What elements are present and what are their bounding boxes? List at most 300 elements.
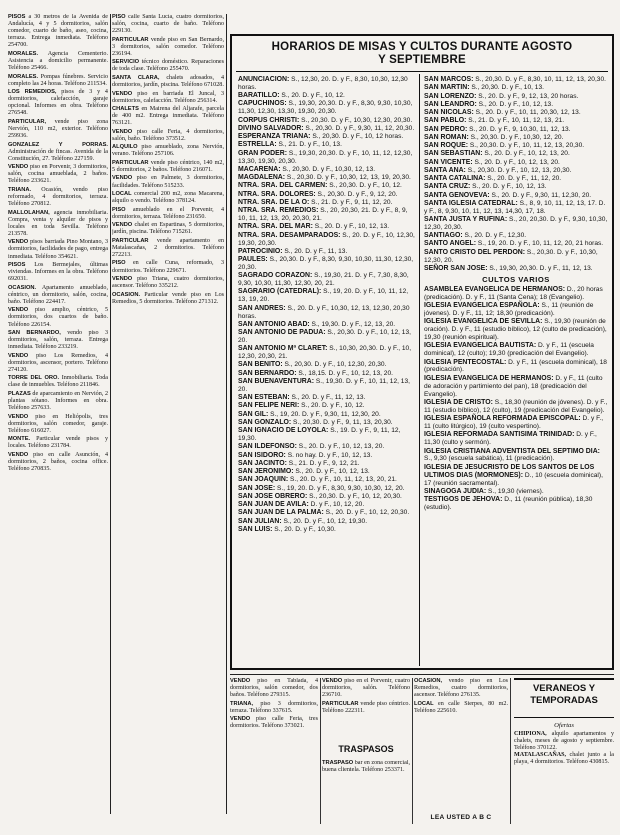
classified-ad-text: agencia inmobiliaria. Compra, venta y alquiler de pisos y locales en toda Sevilla. Teléfono 213578. xyxy=(8,209,108,237)
church-name: SANTO ANGEL: xyxy=(424,240,477,248)
schedule-times: D., 20 horas (predicación). D. y F., 11 (Santa Cena); 18 (Evangelio). xyxy=(424,285,603,301)
church-name: ESPERANZA TRIANA: xyxy=(238,133,311,141)
schedule-times: S., 20. D. y F., 10, 12, 13. xyxy=(470,183,547,191)
classified-ad-head: VENDO xyxy=(112,90,133,97)
schedule-entry xyxy=(424,192,608,200)
church-name: SAN ISIDORO: xyxy=(238,451,286,459)
classifieds-column-2 xyxy=(112,14,224,814)
schedule-times: S., 19, 20. D. y F., 9,30, 11, 12,30, 20. xyxy=(268,410,381,418)
church-name: SAN ANDRES: xyxy=(238,304,286,312)
classified-ad xyxy=(514,752,614,766)
schedule-times: S., 20,30. D. y F., 10, 12, 13, 20,30. xyxy=(465,166,572,174)
classified-ad-head: VENDO xyxy=(112,128,133,135)
schedule-entry xyxy=(238,248,416,256)
classified-ad-head: VENDO xyxy=(112,222,133,229)
schedule-times: S., 20. D. y F., 10, 12. xyxy=(279,92,345,100)
classified-ad-text: alquilo apartamentos y chalets, meses de agosto y septiembre. Teléfono 370122. xyxy=(514,731,614,752)
classified-ad-text: vende piso zona Nervión, 110 m2, exterior. Teléfono 259936. xyxy=(8,118,108,140)
classified-ad xyxy=(8,330,108,351)
classified-ad-text: chalet junto a la playa, 4 dormitorios. Teléfono 430815. xyxy=(514,752,614,766)
classified-ad-head: LOS REMEDIOS, xyxy=(8,89,57,96)
classified-ad-text: piso en Palmete, 3 dormitorios, facilidades. Teléfono 515233. xyxy=(112,175,224,189)
classified-ad-text: piso amueblado, zona Nervión, verano. Teléfono 257106. xyxy=(112,144,224,158)
schedule-entry xyxy=(424,109,608,117)
classified-ad-head: MORALES. xyxy=(8,73,39,80)
classified-ad xyxy=(8,307,108,328)
schedule-entry xyxy=(238,485,416,493)
schedule-entry xyxy=(424,464,608,488)
classified-ad xyxy=(8,14,108,49)
classified-ad-text: Pompas fúnebres. Servicio completo las 24 horas. Teléfono 211534. xyxy=(8,73,108,87)
schedule-times: S., 12,30, 20. D. y F., 8,30, 10,30, 12,30 horas. xyxy=(238,76,408,91)
schedule-entry xyxy=(424,302,608,318)
church-name: SANTA GENOVEVA: xyxy=(424,191,490,199)
schedule-entry xyxy=(424,375,608,399)
church-name: SAN JULIAN: xyxy=(238,517,282,525)
classifieds-column-1 xyxy=(8,14,108,814)
classified-ad-head: LOCAL xyxy=(112,191,132,198)
classified-ad xyxy=(112,75,224,89)
classified-ad-text: piso Triana, cuatro dormitorios, ascensor. Teléfono 335212. xyxy=(112,276,224,290)
schedule-entry xyxy=(424,93,608,101)
classified-ad-text: bar en zona comercial, buena clientela. Teléfono 253371. xyxy=(322,760,410,774)
schedule-times: S., 20. D. y F., 10, 12, 19,30. xyxy=(281,517,368,525)
schedule-times: S., 20. D. y F., 10, 12, 13. xyxy=(312,223,390,231)
classified-ad-text: pisos barriada Pino Montano, 3 dormitorios, facilidades de pago, entrega inmediata. Teléfono 354621. xyxy=(8,239,108,260)
schedule-entry xyxy=(238,394,416,402)
church-name: CORPUS CHRISTI: xyxy=(238,116,300,124)
church-name: SANTA IGLESIA CATEDRAL: xyxy=(424,199,518,207)
schedule-entry xyxy=(238,199,416,207)
schedule-entry xyxy=(424,232,608,240)
classified-ad xyxy=(8,210,108,238)
classified-ad xyxy=(8,89,108,117)
church-name: SAN JOAQUIN: xyxy=(238,476,289,484)
church-name: SAN JERONIMO: xyxy=(238,468,294,476)
schedule-times: S., 19,30 (viernes). xyxy=(486,487,544,495)
classified-ad xyxy=(112,106,224,127)
church-name: SAN LUIS: xyxy=(238,525,273,533)
church-name: ANUNCIACION: xyxy=(238,76,290,83)
classified-ad-text: vendo piso en Los Remedios, cuatro dormitorios, ascensor. Teléfono 276135. xyxy=(414,678,508,699)
schedule-times: S., 20,30. D. y F., 10, 12,30, 20,30. xyxy=(282,361,387,369)
bottom-classifieds-3 xyxy=(414,678,508,810)
classified-ad-head: MALLOLAHAN, xyxy=(8,209,50,216)
classified-ad-text: piso calle Feria, 4 dormitorios, salón, baño. Teléfono 373512. xyxy=(112,128,224,142)
classified-ad xyxy=(514,731,614,752)
schedule-times: S., 19,30, 20,30. D. y F., 10, 11, 12, 12,30, 13,30, 19,30, 20,30. xyxy=(238,149,413,165)
classified-ad xyxy=(8,119,108,140)
classified-ad xyxy=(8,51,108,72)
church-name: SAN ANTONIO ABAD: xyxy=(238,320,310,328)
schedule-entry xyxy=(238,141,416,149)
classified-ad-text: piso en barriada El Juncal, 3 dormitorios, calefacción. Teléfono 256314. xyxy=(112,90,224,104)
classified-ad-head: PISO xyxy=(112,260,126,267)
schedule-times: D. y F., 10, 12, 20. xyxy=(308,501,365,509)
church-name: NTRA. SRA. DEL CARMEN: xyxy=(238,182,328,190)
classified-ad xyxy=(8,187,108,208)
schedule-entry xyxy=(424,167,608,175)
church-name: IGLESIA ESPAÑOLA REFORMADA EPISCOPAL: xyxy=(424,415,581,423)
schedule-entry xyxy=(238,468,416,476)
classified-ad-head: SERVICIO xyxy=(112,59,140,66)
church-name: SANTA JUSTA Y RUFINA: xyxy=(424,215,508,223)
church-name: MACARENA: xyxy=(238,165,281,173)
classified-ad-head: PISO xyxy=(112,206,126,213)
classified-ad-text: amueblado en el Porvenir, 4 dormitorios, terraza. Teléfono 231650. xyxy=(112,206,224,220)
classified-ad xyxy=(8,239,108,260)
classified-ad-head: TRIANA. xyxy=(8,186,32,193)
schedule-entry xyxy=(424,240,608,248)
schedule-entry xyxy=(424,415,608,431)
schedule-times: S., 20. D. y F., 11, 13. xyxy=(282,247,348,255)
classified-ad-text: Ocasión, vendo piso reformado, 4 dormitorios, terraza. Teléfono 270812. xyxy=(8,186,108,208)
classified-ad-text: Apartamento amueblado, céntrico, un dormitorio, salón, cocina, baño. Teléfono 224417. xyxy=(8,284,108,305)
classified-ad xyxy=(112,222,224,236)
church-name: SAN LORENZO: xyxy=(424,92,477,100)
church-name: SANTA CRUZ: xyxy=(424,183,471,191)
classified-ad xyxy=(112,144,224,158)
church-name: SINAGOGA JUDIA: xyxy=(424,487,487,495)
church-name: IGLESIA EVANGELICA ESPAÑOLA: xyxy=(424,301,540,309)
schedule-entry xyxy=(238,191,416,199)
classified-ad xyxy=(8,164,108,185)
church-name: SAN ROQUE: xyxy=(424,142,469,149)
schedule-times: S., 20. D. y F., 9, 12, 13, 20 horas. xyxy=(476,92,579,100)
church-name: IGLESIA DE CRISTO: xyxy=(424,398,493,406)
church-name: SAN GONZALO: xyxy=(238,418,292,426)
schedule-times: S., 21. D. y F., 10, 11, 12, 13, 21. xyxy=(466,117,565,125)
classified-ad-head: TORRE DEL ORO. xyxy=(8,375,60,382)
schedule-entry xyxy=(238,460,416,468)
classified-ad-text: pisos de 3 y 4 dormitorios, calefacción, garaje opcional. Informes en obra. Teléfono 276548. xyxy=(8,89,108,117)
veraneos-heading-box xyxy=(514,678,614,718)
schedule-times: S., 20. D. y F., 10, 12, 13. xyxy=(476,100,554,108)
classified-ad-head: ALQUILO xyxy=(112,144,138,151)
classified-ad xyxy=(8,285,108,306)
schedule-times: S., 19,30. D. y F., 12, 13, 20. xyxy=(309,320,396,328)
church-name: SAN JUAN DE AVILA: xyxy=(238,501,309,509)
schedule-times: S., 18,30 (reunión de jóvenes). D. y F., 11 (estudio bíblico), 12 (culto), 19 (predicación del Evangelio). xyxy=(424,398,608,414)
veraneos-list xyxy=(514,731,614,766)
schedule-entry xyxy=(424,318,608,342)
schedule-entry xyxy=(424,265,608,273)
church-name: GRAN PODER: xyxy=(238,149,288,157)
schedule-entry xyxy=(238,493,416,501)
schedule-times: S., 9,30 (escuela sabática), 11 (predicación). xyxy=(424,455,555,463)
church-name: IGLESIA DE JESUCRISTO DE LOS SANTOS DE LOS ULTIMOS DIAS (MORMONES): xyxy=(424,463,595,479)
schedule-entry xyxy=(424,101,608,109)
schedule-times: S., 19. D. y F., 9, 11, 12, 19,30. xyxy=(238,427,401,443)
schedule-times: S., 20. D. y F., 11, 12, 13. xyxy=(289,394,366,402)
veraneos-title-line-2: TEMPORADAS xyxy=(530,694,598,706)
column-rule xyxy=(510,678,511,824)
schedule-entry xyxy=(238,232,416,248)
classified-ad-text: vendo piso 3 dormitorios, salón, terraza. Entrega inmediata. Teléfono 233219. xyxy=(8,330,108,351)
church-name: NTRA. SRA. DEL MAR: xyxy=(238,223,313,231)
schedule-times: S., 8, 9, 10, 11, 12, 13, 17. D. y F., 8, 9,30, 10, 11, 12, 13, 14,30, 17, 18. xyxy=(424,199,606,215)
church-name: IGLESIA EVANGELICA DE HERMANOS: xyxy=(424,374,554,382)
schedule-entry xyxy=(424,342,608,358)
traspasos-list xyxy=(322,760,410,826)
classified-ad-head: GONZALEZ Y PORRAS. xyxy=(8,141,108,148)
church-name: SANTIAGO: xyxy=(424,232,463,240)
classified-ad-head: VENDO xyxy=(322,678,343,684)
classified-ad-text: vende apartamento en Matalascañas, 2 dormitorios. Teléfono 272213. xyxy=(112,237,224,258)
schedule-times: S., 20,30. D. y F., 9, 12, 20. xyxy=(315,190,398,198)
classified-ad xyxy=(112,14,224,35)
classified-ad xyxy=(112,238,224,259)
classified-ad-text: vende piso en San Bernardo, 3 dormitorios, salón comedor. Teléfono 236194. xyxy=(112,36,224,57)
schedule-times: S., 21. D. y F., 9, 11, 12, 20. xyxy=(309,198,393,206)
schedule-entry xyxy=(424,286,608,302)
classified-ad xyxy=(8,436,108,450)
classified-ad-head: MORALES. xyxy=(8,50,39,57)
church-name: TESTIGOS DE JEHOVA: xyxy=(424,496,503,504)
classified-ad-head: OCASION. xyxy=(112,291,141,298)
schedule-entry xyxy=(424,117,608,125)
schedule-times: D., 10 (escuela dominical), 17 (reunión sacramental). xyxy=(424,471,603,487)
schedule-times: D. y F., 11 (culto de adoración y partimiento del pan), 18 (predicación del Evangelio). xyxy=(424,374,603,398)
schedule-entry xyxy=(424,488,608,496)
schedule-entry xyxy=(424,150,608,158)
column-rule xyxy=(412,678,413,824)
classified-ad-text: piso en Porvenir, 3 dormitorios, salón, cocina amueblada, 2 baños. Teléfono 233621. xyxy=(8,164,108,185)
church-name: IGLESIA PENTECOSTAL: xyxy=(424,358,507,366)
classified-ad xyxy=(8,414,108,435)
schedule-times: S., 20,30. D. y F., 10,30, 12, 13. xyxy=(280,165,376,173)
schedule-entry xyxy=(238,133,416,141)
church-name: PATROCINIO: xyxy=(238,247,283,255)
church-name: PAULES: xyxy=(238,256,268,264)
schedule-times: S., 20. D. y F., 9,30, 11, 12,30, 20. xyxy=(489,191,592,199)
classified-ad-text: Particular vende piso en Los Remedios, 5 dormitorios. Teléfono 271312. xyxy=(112,291,224,305)
classified-ad-head: PISOS xyxy=(8,14,26,20)
classified-ad-head: VENDO xyxy=(8,164,29,171)
church-name: SAN IGNACIO DE LOYOLA: xyxy=(238,427,329,435)
schedule-times: S., 20. D. y F., 10, 11, 20,30, 12, 13. xyxy=(473,109,581,116)
schedule-entry xyxy=(424,84,608,92)
classified-ad-text: comercial 200 m2, zona Macarena, alquilo o vendo. Teléfono 378124. xyxy=(112,191,224,205)
schedule-entry xyxy=(238,427,416,443)
schedule-entry xyxy=(238,378,416,394)
classified-ad-head: VENDO xyxy=(8,307,29,314)
schedule-times: S., 20,30. D. y F., 10, 12, 13, 20. xyxy=(238,329,411,345)
schedule-entry xyxy=(238,526,416,534)
box-column-rule xyxy=(419,74,420,666)
classified-ad-head: PARTICULAR xyxy=(112,36,149,43)
schedule-entry xyxy=(238,321,416,329)
classified-ad xyxy=(112,37,224,58)
church-name: SAN LEANDRO: xyxy=(424,100,477,108)
schedule-times: S., 18,15. D. y F., 10, 12, 13, 20. xyxy=(296,369,393,377)
classified-ad xyxy=(414,701,508,715)
schedule-entry xyxy=(238,476,416,484)
classified-ad-head: VENDO xyxy=(112,175,133,182)
church-name: SAGRARIO (CATEDRAL): xyxy=(238,288,322,296)
classified-ad xyxy=(112,292,224,306)
schedule-entry xyxy=(424,159,608,167)
church-name: SAN GIL: xyxy=(238,410,269,418)
schedule-times: S., 20,30. D. y F., 10,30, 12, 20. xyxy=(468,133,564,141)
schedule-entry xyxy=(238,402,416,410)
classified-ad xyxy=(8,262,108,283)
classified-ad-head: PARTICULAR, xyxy=(8,118,47,125)
schedule-times: S., 20,30. D. y F., 10, 13. xyxy=(469,84,544,92)
classified-ad-head: TRASPASO xyxy=(322,760,354,766)
schedule-times: S., 20. D. y F., 10, 12,30, 19,30, 20,30. xyxy=(238,231,415,247)
schedule-entry xyxy=(238,518,416,526)
classified-ad-text: chalet en Espartinas, 5 dormitorios, jardín, piscina. Teléfono 715261. xyxy=(112,222,224,236)
schedule-times: S., 20. D. y F., 10, 12, 13, 20. xyxy=(296,443,385,451)
schedule-times: S., 20,30. D. y F., 8,30, 9,30, 10,30, 11,30, 12,30, 20,30. xyxy=(238,256,414,271)
newspaper-page xyxy=(8,14,614,829)
classified-ad-head: VENDO xyxy=(8,239,29,246)
veraneos-title-line-1: VERANEOS Y xyxy=(532,683,596,694)
church-name: ASAMBLEA EVANGELICA DE HERMANOS: xyxy=(424,285,566,293)
classified-ad-head: PARTICULAR xyxy=(322,700,359,707)
classified-ad xyxy=(8,375,108,389)
church-name: SAN FELIPE NERI: xyxy=(238,402,300,410)
church-name: SANTA CATALINA: xyxy=(424,175,486,182)
church-name: SAN JOSE: xyxy=(238,484,276,492)
schedule-entry xyxy=(424,126,608,134)
schedule-entry xyxy=(424,399,608,415)
lea-abc-footer: LEA USTED A B C xyxy=(430,814,492,821)
classified-ad-head: CHALETS xyxy=(112,106,139,113)
church-name: SAN MARCOS: xyxy=(424,76,474,83)
schedule-times: S., 20. D. y F., 10, 12, 13. xyxy=(293,468,370,476)
mass-schedule-box xyxy=(230,34,614,670)
church-name: IGLESIA REFORMADA SANTISIMA TRINIDAD: xyxy=(424,431,575,439)
schedule-times: S., 20,30. D. y F., 10,30, 12, 13, 19, 20,30. xyxy=(285,174,411,182)
schedule-times: S., 20. D. y F., 10, 12, 13, 20. xyxy=(472,158,560,166)
traspasos-heading: TRASPASOS xyxy=(338,744,394,754)
classified-ad xyxy=(8,74,108,88)
classified-ad-text: Administración de fincas. Avenida de la Constitución, 27. Teléfono 227159. xyxy=(8,148,108,162)
classified-ad-text: en calle Sierpes, 80 m2. Teléfono 225610. xyxy=(414,700,508,714)
schedule-times: S., 20,30. D. y F., 10,30, 12,30, 20. xyxy=(424,248,598,264)
schedule-times: S., 19,30. D. y F., 10, 11, 12, 13, 20. xyxy=(238,377,410,393)
classified-ad xyxy=(8,353,108,374)
schedule-entry xyxy=(238,419,416,427)
classified-ad xyxy=(230,701,318,715)
schedule-times: S., 19,30, 21. D. y F., 7,30, 8,30, 9,30, 10,30, 11,30, 12,30, 20, 21. xyxy=(238,272,409,288)
schedule-entry xyxy=(238,223,416,231)
schedule-times: S., 21. D. y F., 10, 13. xyxy=(276,141,342,149)
classified-ad xyxy=(112,175,224,189)
classified-ad xyxy=(230,716,318,730)
church-name: SAN JACINTO: xyxy=(238,459,287,467)
classified-ad xyxy=(322,760,410,774)
church-name: BARATILLO: xyxy=(238,92,280,100)
church-name: SAN PABLO: xyxy=(424,117,467,125)
classified-ad-head: PARTICULAR xyxy=(112,237,149,244)
schedule-times: S., 20. D. y F., 12,30. xyxy=(462,232,527,240)
schedule-entry xyxy=(238,100,416,116)
church-name: DIVINO SALVADOR: xyxy=(238,124,304,132)
classified-ad-head: VENDO xyxy=(8,413,29,420)
classified-ad-head: OCASION, xyxy=(414,678,443,684)
classified-ad-head: SAN BERNARDO, xyxy=(8,330,61,337)
classified-ad-head: VENDO xyxy=(112,276,133,283)
schedule-times: S., 11 (reunión de jóvenes). D. y F., 11, 12; 18,30 (predicación). xyxy=(424,301,594,317)
church-name: SAN ILDEFONSO: xyxy=(238,443,297,451)
classified-ad xyxy=(112,91,224,105)
classified-ad xyxy=(8,142,108,163)
schedule-times: S., 20. D. y F., 11, 12, 20. xyxy=(485,175,562,182)
schedule-times: S., 20. D. y F., 10,30, 12, 13, 12,30, 20,30 horas. xyxy=(238,304,410,320)
classified-ad-text: piso en Tablada, 4 dormitorios, salón comedor, dos baños. Teléfono 279315. xyxy=(230,678,318,699)
classified-ad-text: calle Santa Lucía, cuatro dormitorios, salón, cocina, cuarto de baño. Teléfono 229130. xyxy=(112,14,224,35)
schedule-entry xyxy=(424,76,608,84)
classified-ad-text: piso amplio, céntrico, 5 dormitorios, dos cuartos de baño. Teléfono 226154. xyxy=(8,307,108,328)
schedule-times: S., 20. D. y F., 10, 12, 20,30. xyxy=(323,509,410,517)
schedule-entry xyxy=(238,182,416,190)
schedule-entry xyxy=(424,216,608,232)
classified-ad-text: Agencia Cementerio. Asistencia a domicilio permanente. Teléfono 25466. xyxy=(8,50,108,72)
mass-schedule-title xyxy=(232,41,612,67)
schedule-entry xyxy=(238,370,416,378)
column-rule xyxy=(320,678,321,824)
church-name: SANTO CRISTO DEL PERDON: xyxy=(424,248,526,256)
schedule-times: S., 20,30. D. y F., 10, 12 horas. xyxy=(310,133,404,141)
schedule-times: S., 20. D. y F., 10,30. xyxy=(272,525,336,533)
mass-schedule-title-line-1: HORARIOS DE MISAS Y CULTOS DURANTE AGOSTO xyxy=(271,41,573,53)
classified-ad-text: piso en Heliópolis, tres dormitorios, salón comedor, garaje. Teléfono 616027. xyxy=(8,413,108,434)
classified-ad-text: Inmobiliaria. Toda clase de inmuebles. Teléfono 211846. xyxy=(8,375,108,389)
schedule-entry xyxy=(424,134,608,142)
schedule-times: S., 20. D. y F., 10, 12. xyxy=(299,402,365,410)
schedule-entry xyxy=(238,256,416,272)
schedule-times: S., 21. D. y F., 9, 12, 21. xyxy=(286,459,360,467)
title-rule xyxy=(236,71,608,72)
schedule-times: S., 20,30. D. y F., 9, 11, 13, 20,30. xyxy=(291,418,393,426)
schedule-times: S., 20, 20,30. D. y F., 9,30, 10,30, 12,30, 20,30. xyxy=(424,215,608,231)
church-name: SAN ESTEBAN: xyxy=(238,394,290,402)
church-name: NTRA. SRA. DOLORES: xyxy=(238,190,316,198)
classified-ad-head: PISO xyxy=(112,14,126,20)
church-name: CAPUCHINOS: xyxy=(238,100,287,108)
church-name: SAN VICENTE: xyxy=(424,158,473,166)
classified-ad xyxy=(112,260,224,274)
classified-ad-text: en calle Cuna, reformado, 3 dormitorios. Teléfono 229671. xyxy=(112,260,224,274)
schedule-entry xyxy=(238,150,416,166)
church-name: NTRA. SRA. DESAMPARADOS: xyxy=(238,231,341,239)
column-rule xyxy=(110,14,111,814)
church-name: SAGRADO CORAZON: xyxy=(238,272,313,280)
classified-ad-text: piso calle Feria, tres dormitorios. Teléfono 373021. xyxy=(230,716,318,730)
schedule-entry xyxy=(238,174,416,182)
church-name: SAN SEBASTIAN: xyxy=(424,150,483,158)
classified-ad-head: MONTE. xyxy=(8,436,31,443)
classified-ad-text: de aparcamiento en Nervión, 2 plantas sótano. Informes en obra. Teléfono 257633. xyxy=(8,390,108,412)
classified-ad-text: Particular vende pisos y locales. Teléfono 231784. xyxy=(8,436,108,450)
schedule-times: D., 11 (reunión pública), 18,30 (estudio). xyxy=(424,496,593,512)
classified-ad xyxy=(8,391,108,412)
schedule-entry xyxy=(424,175,608,183)
classified-ad xyxy=(112,191,224,205)
church-name: IGLESIA CRISTIANA ADVENTISTA DEL SEPTIMO DIA: xyxy=(424,447,600,455)
schedule-times: S., 20,30. D. y F., 9,30, 11, 12, 20,30. xyxy=(303,124,415,132)
church-name: SAN ANTONIO DE PADUA: xyxy=(238,329,326,337)
schedule-entry xyxy=(424,431,608,447)
schedule-entry xyxy=(424,448,608,464)
bottom-rule xyxy=(230,674,614,675)
classified-ad-text: vende piso céntrico. Teléfono 222311. xyxy=(322,700,410,714)
mass-list-right-churches xyxy=(424,76,608,273)
schedule-entry xyxy=(424,249,608,265)
